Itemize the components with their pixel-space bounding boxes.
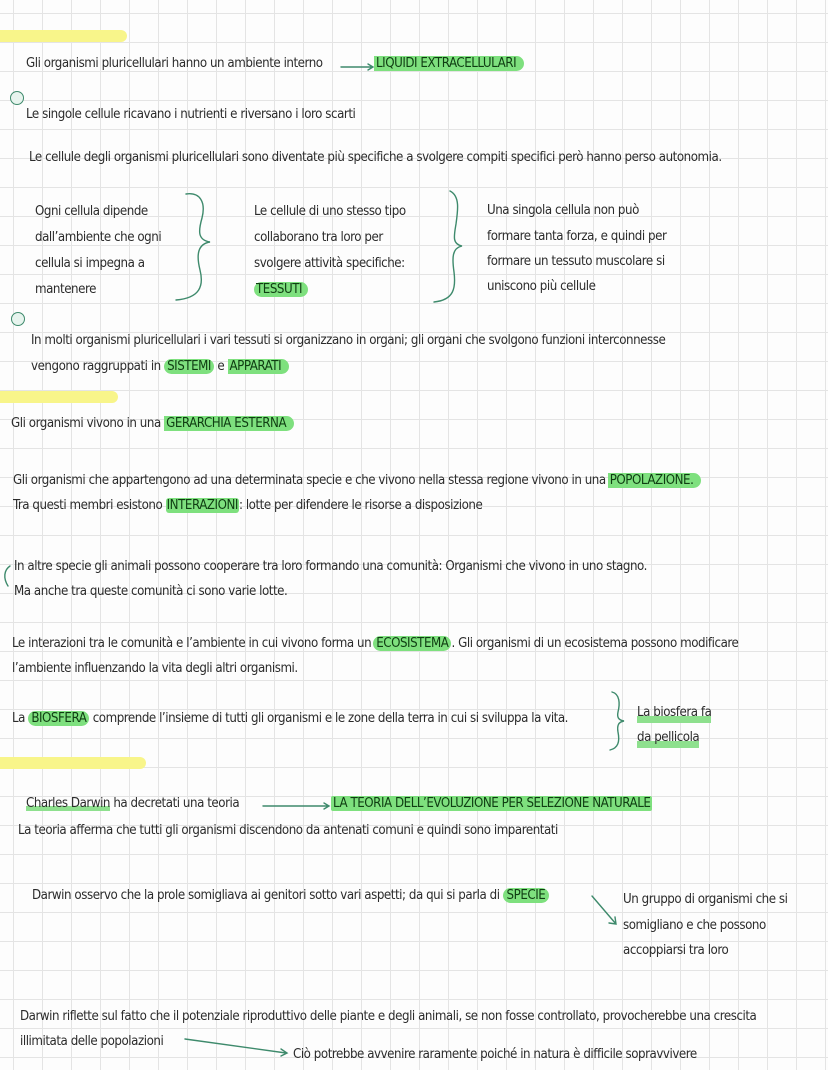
col3-line: formare tanta forza, e quindi per [487, 229, 667, 244]
text: comprende l’insieme di tutti gli organismi e le zone della terra in cui si sviluppa la vita. [92, 711, 568, 726]
darwin-name: Charles Darwin [26, 796, 111, 811]
col1-line: Ogni cellula dipende [35, 204, 148, 219]
line-darwin-teoria [26, 794, 239, 814]
line-ecosistema-2: l’ambiente influenzando la vita degli altri organismi. [12, 661, 298, 676]
highlight-gerarchia: GERARCHIA ESTERNA [164, 416, 294, 431]
highlight-specie: SPECIE [503, 888, 550, 903]
col3-line: formare un tessuto muscolare si [487, 254, 665, 269]
line-nutrienti: Le singole cellule ricavano i nutrienti e riversano i loro scarti [26, 107, 356, 122]
line-gerarchia [11, 414, 294, 434]
text: . Gli organismi di un ecosistema possono modificare [451, 636, 739, 651]
line-potenziale: Darwin riflette sul fatto che il potenziale riproduttivo delle piante e degli animali, se non fosse controllato, provocherebbe una crescita [20, 1009, 757, 1024]
line-sopravvivere: Ciò potrebbe avvenire raramente poiché in natura è difficile sopravvivere [293, 1047, 697, 1062]
text: : lotte per difendere le risorse a disposizione [238, 498, 483, 513]
highlight-ecosistema: ECOSISTEMA [373, 636, 451, 651]
bracket-icon [2, 564, 12, 590]
highlight-liquidi [374, 54, 524, 74]
line-lotte: Ma anche tra queste comunità ci sono varie lotte. [14, 584, 288, 599]
arrow-icon [262, 802, 332, 812]
highlight-biosfera: BIOSFERA [28, 711, 89, 726]
text: vengono raggruppati in [31, 359, 161, 374]
arrow-icon [184, 1036, 290, 1058]
text: Gli organismi pluricellulari hanno un ambiente interno [26, 56, 323, 71]
arrow-icon [590, 894, 620, 930]
col2-line: Le cellule di uno stesso tipo [254, 204, 406, 219]
bullet-circle-icon [10, 91, 24, 105]
note-line: accoppiarsi tra loro [623, 943, 729, 958]
section-marker-1 [0, 30, 127, 42]
note-line: somigliano e che possono [623, 918, 766, 933]
bullet-circle-icon [11, 312, 25, 326]
col1-line: cellula si impegna a [35, 256, 145, 271]
col1-line: dall’ambiente che ogni [35, 230, 162, 245]
line-antenati: La teoria afferma che tutti gli organismi discendono da antenati comuni e quindi sono imparentati [18, 823, 558, 838]
brace-icon [608, 690, 628, 752]
line-specifiche: Le cellule degli organismi pluricellulari sono diventate più specifiche a svolgere compiti specifici però hanno perso autonomia. [29, 150, 722, 165]
arrow-icon [340, 63, 376, 73]
text: e [217, 359, 225, 374]
text: Darwin osservo che la prole somigliava ai genitori sotto vari aspetti; da qui si parla di [32, 888, 500, 903]
note-line: La biosfera fa [637, 703, 711, 723]
section-marker-3 [0, 757, 146, 769]
line-popolazione [13, 471, 701, 491]
text: Gli organismi vivono in una [11, 416, 161, 431]
col2-line: collaborano tra loro per [254, 230, 383, 245]
text: La [12, 711, 25, 726]
note-line: Un gruppo di organismi che si [623, 892, 788, 907]
line-biosfera [12, 709, 568, 729]
highlight-text: TESSUTI [254, 282, 308, 297]
highlight-text: LA TEORIA DELL’EVOLUZIONE PER SELEZIONE NATURALE [333, 796, 651, 811]
line-illimitata: illimitata delle popolazioni [20, 1034, 164, 1049]
col3-line: Una singola cellula non può [487, 203, 639, 218]
line-specie [32, 886, 549, 906]
text: Le interazioni tra le comunità e l’ambiente in cui vivono forma un [12, 636, 372, 651]
line-ecosistema [12, 634, 738, 654]
line-interazioni [13, 496, 482, 516]
highlight-teoria [331, 794, 652, 814]
highlight-interazioni: INTERAZIONI [166, 498, 238, 513]
brace-icon [170, 190, 215, 305]
col3-line: uniscono più cellule [487, 279, 596, 294]
text: ha decretati una teoria [113, 796, 240, 811]
highlight-apparati: APPARATI [228, 359, 290, 374]
highlight-text: LIQUIDI EXTRACELLULARI [374, 56, 524, 71]
text: Gli organismi che appartengono ad una determinata specie e che vivono nella stessa regione vivono in una [13, 473, 606, 488]
col2-line: svolgere attività specifiche: [254, 256, 405, 271]
highlight-sistemi: SISTEMI [164, 359, 214, 374]
highlight-popolazione: POPOLAZIONE. [608, 473, 702, 488]
line-comunita: In altre specie gli animali possono cooperare tra loro formando una comunità: Organismi che vivono in uno stagno. [14, 559, 647, 574]
section-marker-2 [0, 391, 118, 403]
highlight-tessuti [254, 280, 308, 300]
line-sistemi-apparati [31, 357, 289, 377]
brace-icon [428, 188, 468, 306]
line-organi: In molti organismi pluricellulari i vari tessuti si organizzano in organi; gli organi che svolgono funzioni interconnesse [31, 333, 666, 348]
col1-line: mantenere [35, 282, 96, 297]
text: Tra questi membri esistono [13, 498, 163, 513]
line-ambiente-interno [26, 54, 323, 74]
note-line: da pellicola [637, 728, 699, 748]
